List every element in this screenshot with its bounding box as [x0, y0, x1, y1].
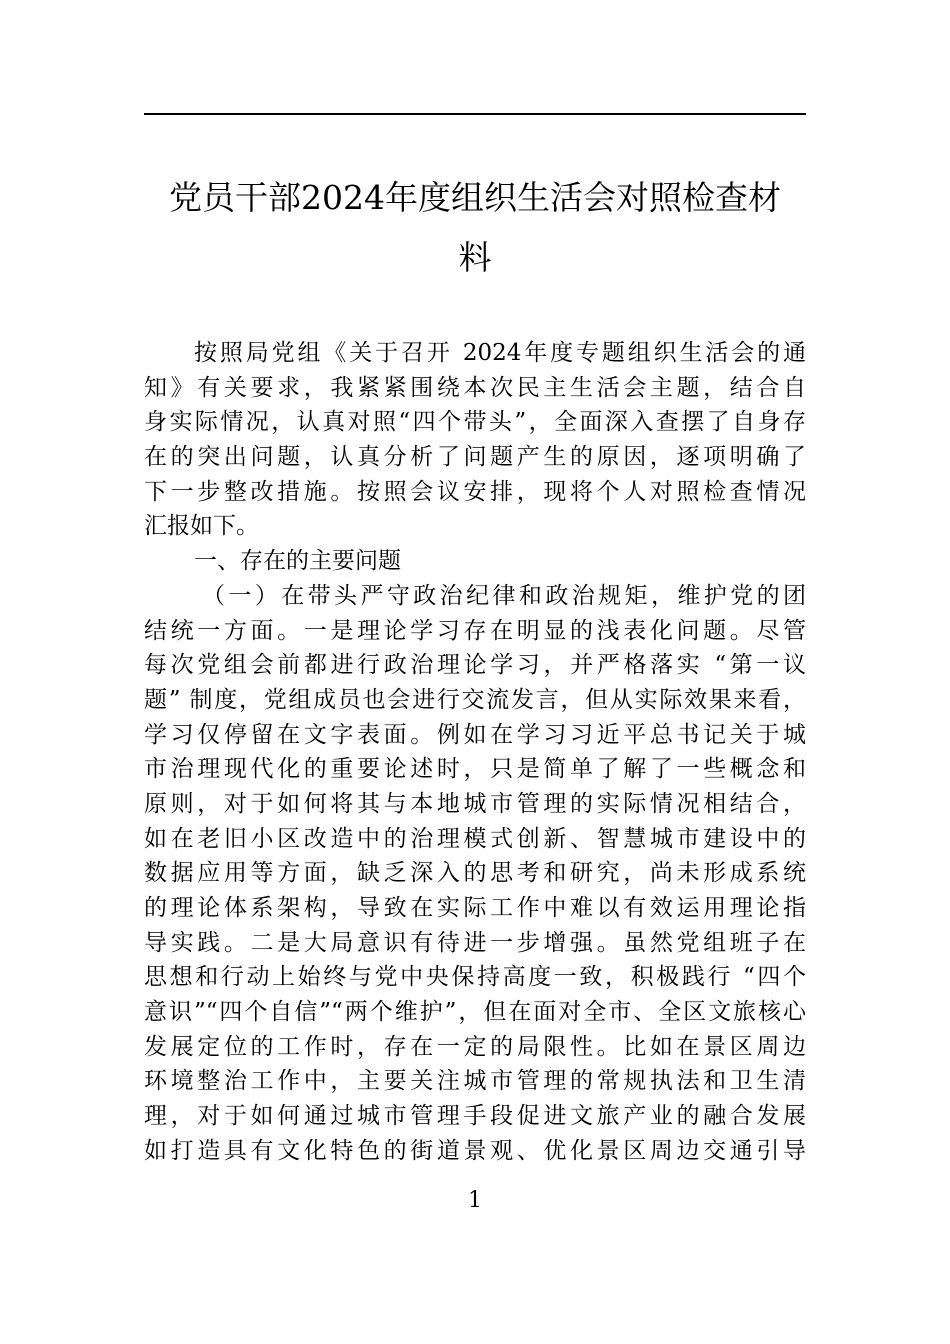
paragraph-line: （一）在带头严守政治纪律和政治规矩，维护党的团	[202, 582, 806, 609]
page-number: 1	[468, 1188, 482, 1213]
paragraph-line: 思想和行动上始终与党中央保持高度一致，积极践行 “四个	[144, 964, 806, 991]
paragraph-line: 理，对于如何通过城市管理手段促进文旅产业的融合发展	[144, 1103, 806, 1130]
paragraph-line: 知》有关要求，我紧紧围绕本次民主生活会主题，结合自	[144, 374, 806, 401]
paragraph-line: 学习仅停留在文字表面。例如在学习习近平总书记关于城	[144, 721, 806, 748]
header-rule	[144, 113, 806, 115]
paragraph-line: 市治理现代化的重要论述时，只是简单了解了一些概念和	[144, 756, 806, 783]
paragraph-line: 题” 制度，党组成员也会进行交流发言，但从实际效果来看，	[144, 686, 806, 713]
paragraph-line: 如打造具有文化特色的街道景观、优化景区周边交通引导	[144, 1137, 806, 1164]
paragraph-line: 身实际情况，认真对照“四个带头”，全面深入查摆了自身存	[144, 409, 806, 436]
paragraph-line: 如在老旧小区改造中的治理模式创新、智慧城市建设中的	[144, 825, 806, 852]
paragraph-line: 的理论体系架构，导致在实际工作中难以有效运用理论指	[144, 895, 806, 921]
paragraph-line: 环境整治工作中，主要关注城市管理的常规执法和卫生清	[144, 1068, 806, 1095]
document-title	[144, 168, 806, 288]
paragraph-line: 发展定位的工作时，存在一定的局限性。比如在景区周边	[144, 1033, 806, 1060]
paragraph-line: 汇报如下。	[144, 513, 259, 540]
paragraph-line: 结统一方面。一是理论学习存在明显的浅表化问题。尽管	[144, 617, 806, 644]
section-heading: 一、存在的主要问题	[194, 548, 401, 575]
paragraph-line: 按照局党组《关于召开 2024年度专题组织生活会的通	[194, 340, 806, 366]
document-body	[144, 336, 806, 1169]
paragraph-line: 原则，对于如何将其与本地城市管理的实际情况相结合，	[144, 790, 806, 817]
paragraph-line: 意识”“四个自信”“两个维护”，但在面对全市、全区文旅核心	[144, 999, 806, 1026]
title-line: 党员干部2024年度组织生活会对照检查材	[169, 178, 781, 217]
paragraph-line: 数据应用等方面，缺乏深入的思考和研究，尚未形成系统	[144, 860, 806, 887]
paragraph-line: 导实践。二是大局意识有待进一步增强。虽然党组班子在	[144, 929, 806, 956]
paragraph-line: 每次党组会前都进行政治理论学习，并严格落实 “第一议	[144, 652, 806, 679]
paragraph-line: 在的突出问题，认真分析了问题产生的原因，逐项明确了	[144, 444, 806, 471]
paragraph-line: 下一步整改措施。按照会议安排，现将个人对照检查情况	[144, 478, 806, 505]
title-line: 料	[458, 238, 492, 277]
